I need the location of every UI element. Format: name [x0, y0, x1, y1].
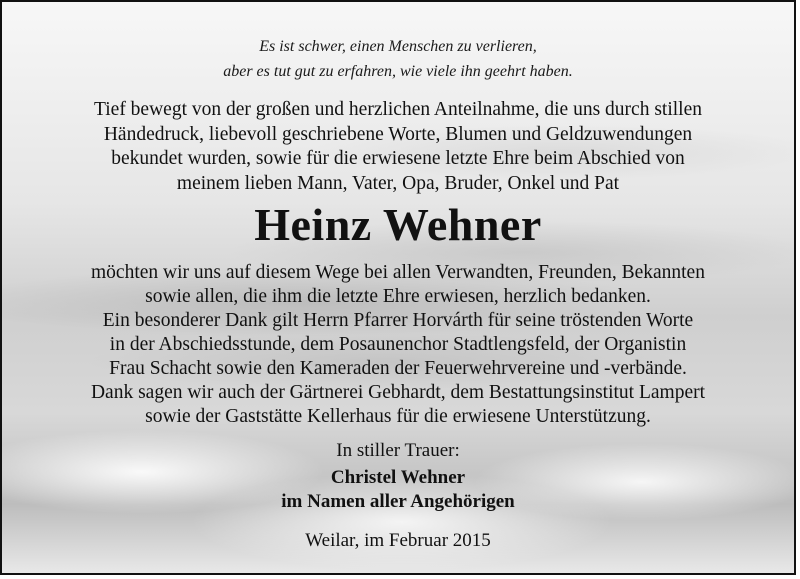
signer-block [2, 466, 794, 514]
intro-text [2, 98, 794, 196]
motto-quote [2, 34, 794, 84]
place-date: Weilar, im Februar 2015 [305, 530, 491, 551]
intro-line: Händedruck, liebevoll geschriebene Worte, Blumen und Geldzuwendungen [103, 123, 693, 145]
thanks-line: sowie der Gaststätte Kellerhaus für die erwiesene Unterstützung. [145, 406, 651, 427]
intro-line: bekundet wurden, sowie für die erwiesene letzte Ehre beim Abschied von [111, 148, 685, 169]
signer-name: Christel Wehner [330, 467, 466, 488]
thanks-line: möchten wir uns auf diesem Wege bei allen Verwandten, Freunden, Bekannten [91, 262, 705, 283]
thanks-line: in der Abschiedsstunde, dem Posaunenchor Stadtlengsfeld, der Organistin [109, 334, 687, 355]
mourning-label: In stiller Trauer: [336, 440, 460, 461]
motto-line: aber es tut gut zu erfahren, wie viele ihn geehrt haben. [223, 63, 573, 80]
motto-line: Es ist schwer, einen Menschen zu verlieren, [259, 38, 537, 55]
thanks-text [2, 261, 794, 429]
intro-line: meinem lieben Mann, Vater, Opa, Bruder, Onkel und Pat [176, 172, 620, 194]
thanks-line: Dank sagen wir auch der Gärtnerei Gebhardt, dem Bestattungsinstitut Lampert [90, 382, 706, 403]
thanks-line: Ein besonderer Dank gilt Herrn Pfarrer Horvárth für seine tröstenden Worte [102, 310, 694, 331]
thanks-line: sowie allen, die ihm die letzte Ehre erwiesen, herzlich bedanken. [145, 286, 651, 307]
thanks-line: Frau Schacht sowie den Kameraden der Feuerwehrvereine und -verbände. [109, 358, 687, 379]
intro-line: Tief bewegt von der großen und herzlichen Anteilnahme, die uns durch stillen [94, 99, 702, 120]
signer-subline: im Namen aller Angehörigen [281, 491, 515, 512]
deceased-name: Heinz Wehner [254, 199, 542, 250]
